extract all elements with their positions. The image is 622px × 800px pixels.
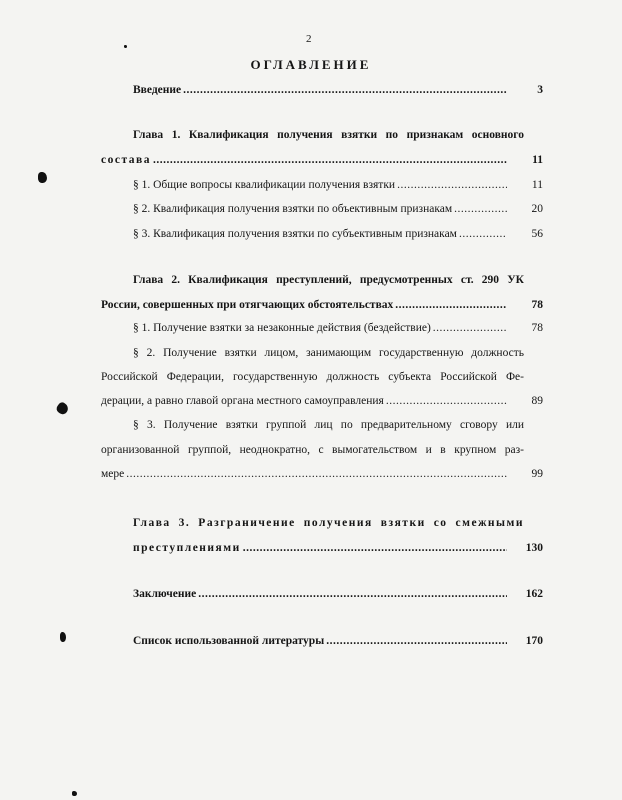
toc-page-number: 89 (531, 395, 543, 407)
toc-entry-chapter-1[interactable] (101, 154, 543, 166)
toc-leader-dots (326, 635, 507, 647)
toc-entry-label: Список использованной литературы (133, 635, 325, 647)
toc-entry-label: состава (101, 154, 151, 166)
toc-entry-ch2-s1[interactable] (133, 322, 543, 334)
toc-page-number: 170 (525, 635, 543, 647)
toc-page-number: 78 (531, 322, 543, 334)
toc-chapter-3-title[interactable]: Глава 3. Разграничение получения взятки со смежными (133, 517, 524, 529)
toc-leader-dots (183, 84, 507, 96)
toc-leader-dots (198, 588, 507, 600)
toc-ch2-s2-line-1[interactable]: § 2. Получение взятки лицом, занимающим государственную должность (133, 347, 524, 359)
toc-entry-ch1-s2[interactable] (133, 203, 543, 215)
toc-entry-ch1-s1[interactable] (133, 179, 543, 191)
toc-entry-label: Заключение (133, 588, 197, 600)
toc-entry-chapter-3[interactable] (133, 542, 543, 554)
toc-ch2-s2-line-2[interactable]: Российской Федерации, государственную должность субъекта Российской Фе- (101, 371, 524, 383)
toc-page-number: 78 (531, 299, 543, 311)
toc-leader-dots (397, 179, 507, 191)
toc-leader-dots (454, 203, 507, 215)
toc-entry-label: преступлениями (133, 542, 241, 554)
toc-chapter-1-title[interactable]: Глава 1. Квалификация получения взятки по признакам основного (133, 129, 524, 141)
toc-entry-ch2-s3[interactable] (101, 468, 543, 480)
toc-leader-dots (433, 322, 507, 334)
toc-leader-dots (395, 299, 507, 311)
toc-entry-label: дерации, а равно главой органа местного самоуправления (101, 395, 384, 407)
toc-entry-label: § 3. Квалификация получения взятки по субъективным признакам (133, 228, 457, 240)
toc-page-number: 130 (525, 542, 543, 554)
toc-chapter-2-title[interactable]: Глава 2. Квалификация преступлений, предусмотренных ст. 290 УК (133, 274, 524, 286)
scan-blot (72, 791, 77, 796)
page-number: 2 (306, 33, 312, 45)
toc-entry-label: мере (101, 468, 125, 480)
toc-page-number: 162 (525, 588, 543, 600)
toc-entry-ch1-s3[interactable] (133, 228, 543, 240)
scan-blot (55, 401, 70, 416)
toc-entry-label: Введение (133, 84, 182, 96)
toc-page-number: 20 (531, 203, 543, 215)
toc-page-number: 3 (537, 84, 543, 96)
toc-entry-bibliography[interactable] (133, 635, 543, 647)
toc-leader-dots (153, 154, 507, 166)
toc-entry-label: России, совершенных при отягчающих обстоятельствах (101, 299, 394, 311)
scan-blot (124, 45, 127, 48)
toc-entry-ch2-s2[interactable] (101, 395, 543, 407)
toc-page-number: 99 (531, 468, 543, 480)
toc-entry-label: § 1. Получение взятки за незаконные действия (бездействие) (133, 322, 431, 334)
toc-ch2-s3-line-2[interactable]: организованной группой, неоднократно, с вымогательством и в крупном раз- (101, 444, 524, 456)
toc-entry-conclusion[interactable] (133, 588, 543, 600)
toc-leader-dots (126, 468, 507, 480)
toc-page-number: 11 (531, 179, 543, 191)
toc-leader-dots (459, 228, 507, 240)
page-title: ОГЛАВЛЕНИЕ (250, 57, 372, 72)
toc-page-number: 56 (531, 228, 543, 240)
toc-entry-label: § 2. Квалификация получения взятки по объективным признакам (133, 203, 453, 215)
toc-leader-dots (243, 542, 507, 554)
scan-blot (38, 172, 47, 183)
toc-leader-dots (386, 395, 507, 407)
toc-entry-label: § 1. Общие вопросы квалификации получения взятки (133, 179, 396, 191)
toc-entry-intro[interactable] (133, 84, 543, 96)
toc-page-number: 11 (532, 154, 543, 166)
scan-blot (60, 632, 66, 642)
toc-ch2-s3-line-1[interactable]: § 3. Получение взятки группой лиц по предварительному сговору или (133, 419, 524, 431)
toc-entry-chapter-2[interactable] (101, 299, 543, 311)
